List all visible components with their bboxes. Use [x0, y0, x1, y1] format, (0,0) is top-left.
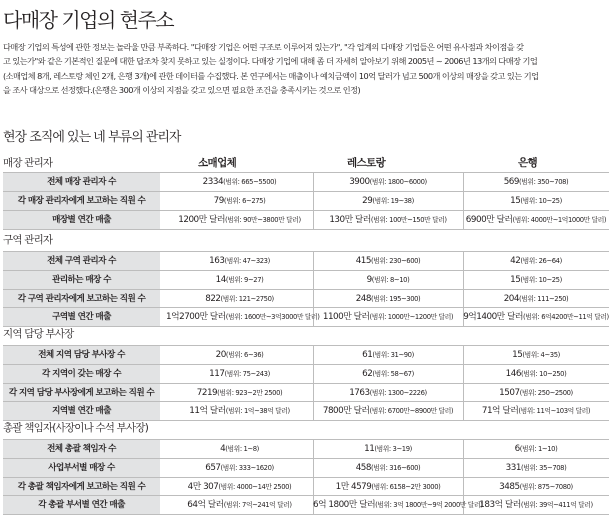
cell-value: 6	[514, 444, 520, 454]
table-cell	[313, 478, 463, 496]
cell-value: 458	[355, 462, 371, 473]
table-cell	[166, 252, 313, 270]
table-row	[3, 439, 609, 458]
cell-value: 248	[355, 293, 371, 304]
cell-range: (범위: 316~600)	[370, 463, 421, 472]
cell-range: (범위: 3억 1800만~9억 2000만 달러)	[375, 501, 483, 510]
cell-range: (범위: 100만~150만 달러)	[370, 215, 447, 224]
cell-range: (범위: 1~8)	[225, 445, 259, 453]
group-title: 매장 관리자	[3, 157, 53, 169]
group-title: 구역 관리자	[3, 234, 53, 246]
cell-range: (범위: 3~19)	[374, 445, 412, 453]
table-cell	[463, 365, 609, 383]
cell-range: (범위: 923~2만 2500)	[217, 388, 283, 397]
cell-range: (범위: 10~25)	[520, 275, 562, 284]
cell-value: 415	[355, 256, 371, 266]
table-row	[3, 383, 609, 402]
cell-range: (범위: 350~708)	[518, 178, 569, 186]
cell-value: 1만 4579	[335, 481, 372, 492]
table-cell	[463, 384, 609, 402]
cell-range: (범위: 1~10)	[519, 445, 558, 453]
cell-value: 6억 1800만 달러	[313, 500, 376, 511]
cell-value: 4	[220, 444, 226, 454]
cell-range: (범위: 121~2750)	[220, 294, 274, 303]
cell-range: (범위: 1억~38억 달러)	[225, 407, 290, 416]
table-cell	[463, 252, 609, 270]
cell-value: 1100만 달러	[322, 312, 370, 323]
cell-value: 569	[503, 177, 519, 187]
cell-value: 3900	[349, 177, 370, 187]
row-label: 전체 총괄 책임자 수	[3, 440, 160, 458]
cell-value: 1507	[499, 387, 520, 398]
cell-value: 64억 달러	[187, 500, 224, 511]
table-cell	[463, 271, 609, 289]
cell-range: (범위: 6~275)	[223, 196, 266, 205]
cell-range: (범위: 9~27)	[225, 275, 264, 284]
cell-value: 2334	[202, 177, 224, 187]
row-label: 지역별 연간 매출	[3, 402, 160, 420]
table-cell	[463, 211, 609, 229]
cell-value: 331	[505, 462, 521, 473]
table-cell	[313, 173, 463, 191]
table-cell	[166, 384, 313, 402]
cell-value: 1763	[349, 387, 370, 398]
cell-value: 9억1400만 달러	[463, 312, 523, 323]
table-cell	[313, 496, 483, 514]
cell-range: (범위: 111~250)	[518, 294, 569, 303]
intro-line: 고 있는가"와 같은 기본적인 질문에 대한 답조차 찾지 못하고 있는 실정이다. 다매장 기업에 대해 좀 더 자세히 알아보기 위해 2005년 ~ 2006년 13개의 다매장 기업	[3, 56, 538, 67]
cell-value: 163	[209, 256, 225, 266]
section-title: 현장 조직에 있는 네 부류의 관리자	[3, 130, 181, 145]
cell-value: 79	[213, 195, 224, 206]
table-row	[3, 345, 609, 364]
cell-range: (범위: 195~300)	[370, 294, 421, 303]
table-cell	[313, 384, 463, 402]
table-row	[3, 401, 609, 421]
cell-range: (범위: 875~7080)	[519, 482, 573, 491]
table-row	[3, 289, 609, 308]
row-label: 각 지역 담당 부사장에게 보고하는 직원 수	[3, 384, 160, 402]
cell-range: (범위: 8~10)	[371, 275, 410, 284]
cell-range: (범위: 4000만~1억1000만 달러)	[512, 215, 607, 224]
cell-range: (범위: 6700만~8900만 달러)	[369, 407, 454, 416]
cell-value: 204	[503, 293, 519, 304]
cell-value: 11	[364, 444, 375, 454]
cell-range: (범위: 1300~2226)	[369, 388, 427, 397]
cell-value: 6900만 달러	[465, 214, 513, 225]
cell-range: (범위: 4~35)	[522, 351, 560, 359]
cell-value: 20	[215, 350, 226, 360]
cell-range: (범위: 333~1620)	[220, 463, 274, 472]
cell-range: (범위: 19~38)	[372, 196, 414, 205]
table-cell	[166, 459, 313, 477]
table-cell	[463, 346, 609, 364]
cell-range: (범위: 6158~2만 3000)	[371, 482, 441, 491]
table-cell	[313, 211, 463, 229]
row-label: 사업부서별 매장 수	[3, 459, 160, 477]
row-label: 매장별 연간 매출	[3, 211, 160, 229]
table-row	[3, 191, 609, 210]
table-row	[3, 270, 609, 289]
table-cell	[313, 440, 463, 458]
cell-value: 9	[366, 274, 372, 285]
cell-range: (범위: 1600만~3억3000만 달러)	[225, 313, 320, 322]
cell-value: 11억 달러	[189, 406, 226, 417]
cell-value: 657	[205, 462, 221, 473]
cell-value: 4만 307	[187, 481, 219, 492]
column-header-restaurant: 레스토랑	[347, 157, 386, 169]
cell-value: 1억2700만 달러	[166, 312, 226, 323]
table-cell	[166, 173, 313, 191]
row-label: 구역별 연간 매출	[3, 308, 160, 326]
cell-value: 130만 달러	[329, 214, 371, 225]
cell-range: (범위: 4000~14만 2500)	[218, 482, 292, 491]
cell-value: 7219	[196, 387, 218, 398]
table-cell	[313, 192, 463, 210]
table-cell	[166, 290, 313, 308]
table-cell	[166, 496, 313, 514]
table-cell	[463, 290, 609, 308]
table-cell	[463, 192, 609, 210]
table-cell	[166, 346, 313, 364]
table-row	[3, 172, 609, 191]
cell-range: (범위: 1800~6000)	[369, 178, 427, 186]
table-cell	[313, 365, 463, 383]
cell-range: (범위: 6억4200만~11억 달러)	[522, 313, 609, 322]
cell-range: (범위: 11억~103억 달러)	[518, 407, 591, 416]
table-cell	[313, 271, 463, 289]
table-cell	[313, 252, 463, 270]
intro-line: 다매장 기업의 특성에 관한 정보는 놀라울 만큼 부족하다. "다매장 기업은 어떤 구조로 이루어져 있는가", "각 업계의 다매장 기업들은 어떤 유사점과 차이점을 갖	[3, 42, 524, 52]
row-label: 각 지역이 갖는 매장 수	[3, 365, 160, 383]
table-cell	[313, 459, 463, 477]
cell-value: 1200만 달러	[178, 214, 225, 225]
row-label: 각 총괄 책임자에게 보고하는 직원 수	[3, 478, 160, 496]
row-label: 각 총괄 부서별 연간 매출	[3, 496, 160, 514]
cell-range: (범위: 6~36)	[225, 351, 264, 359]
table-cell	[166, 192, 313, 210]
article-title: 다매장 기업의 현주소	[3, 8, 174, 32]
cell-range: (범위: 58~67)	[372, 369, 414, 378]
table-cell	[166, 271, 313, 289]
group-title: 총괄 책임자(사장이나 수석 부사장)	[3, 422, 149, 434]
cell-value: 42	[510, 256, 521, 266]
cell-range: (범위: 10~25)	[520, 196, 562, 205]
cell-range: (범위: 31~90)	[372, 351, 414, 359]
column-header-bank: 은행	[518, 157, 538, 169]
row-label: 전체 매장 관리자 수	[3, 173, 160, 191]
table-cell	[463, 173, 609, 191]
cell-range: (범위: 47~323)	[224, 257, 270, 265]
cell-value: 15	[510, 274, 521, 285]
table-cell	[313, 346, 463, 364]
cell-value: 29	[362, 195, 373, 206]
row-label: 전체 지역 담당 부사장 수	[3, 346, 160, 364]
row-label: 각 구역 관리자에게 보고하는 직원 수	[3, 290, 160, 308]
cell-range: (범위: 250~2500)	[519, 388, 573, 397]
table-cell	[463, 478, 609, 496]
table-cell	[166, 308, 320, 326]
cell-range: (범위: 26~64)	[520, 257, 562, 265]
cell-value: 183억 달러	[479, 500, 521, 511]
cell-value: 14	[215, 274, 226, 285]
cell-value: 7800만 달러	[322, 406, 370, 417]
cell-range: (범위: 10~250)	[520, 369, 567, 378]
cell-value: 61	[362, 350, 373, 360]
cell-range: (범위: 35~708)	[520, 463, 567, 472]
cell-value: 146	[505, 368, 521, 379]
row-label: 전체 구역 관리자 수	[3, 252, 160, 270]
column-header-retail: 소매업체	[198, 157, 237, 169]
cell-range: (범위: 230~600)	[370, 257, 421, 265]
intro-paragraph	[3, 40, 609, 98]
cell-value: 15	[510, 195, 521, 206]
table-cell	[463, 308, 609, 326]
cell-value: 15	[512, 350, 523, 360]
table-cell	[166, 211, 313, 229]
cell-value: 117	[209, 368, 225, 379]
table-row	[3, 495, 609, 515]
cell-range: (범위: 39억~411억 달러)	[520, 501, 593, 510]
table-cell	[313, 402, 463, 420]
table-cell	[166, 365, 313, 383]
cell-value: 62	[362, 368, 373, 379]
cell-range: (범위: 7억~241억 달러)	[223, 501, 292, 510]
intro-line: 을 조사 대상으로 선정했다.(은행은 300개 이상의 지점을 갖고 있으면 필요한 조건을 충족시키는 것으로 인정)	[3, 85, 361, 96]
table-cell	[463, 402, 609, 420]
table-cell	[313, 290, 463, 308]
cell-range: (범위: 1000만~1200만 달러)	[369, 313, 454, 322]
table-cell	[463, 459, 609, 477]
table-row	[3, 251, 609, 270]
group-title: 지역 담당 부사장	[3, 328, 74, 340]
table-row	[3, 307, 609, 327]
cell-range: (범위: 90만~3800만 달러)	[224, 215, 301, 224]
cell-range: (범위: 75~243)	[224, 369, 270, 378]
table-row	[3, 210, 609, 230]
table-row	[3, 364, 609, 383]
cell-value: 822	[205, 293, 221, 304]
row-label: 각 매장 관리자에게 보고하는 직원 수	[3, 192, 160, 210]
table-cell	[463, 440, 609, 458]
table-cell	[166, 440, 313, 458]
table-row	[3, 458, 609, 477]
intro-line: (소매업체 8개, 레스토랑 체인 2개, 은행 3개)에 관한 데이터를 수집했다. 본 연구에서는 매출이나 예치금액이 10억 달러가 넘고 500개 이상의 매장을 갖고 있는 기업	[3, 70, 539, 81]
cell-value: 3485	[499, 481, 520, 492]
table-cell	[166, 478, 313, 496]
row-label: 관리하는 매장 수	[3, 271, 160, 289]
cell-range: (범위: 665~5500)	[223, 178, 277, 186]
table-cell	[313, 308, 463, 326]
table-cell	[463, 496, 609, 514]
cell-value: 71억 달러	[481, 406, 519, 417]
table-row	[3, 477, 609, 496]
table-cell	[166, 402, 313, 420]
